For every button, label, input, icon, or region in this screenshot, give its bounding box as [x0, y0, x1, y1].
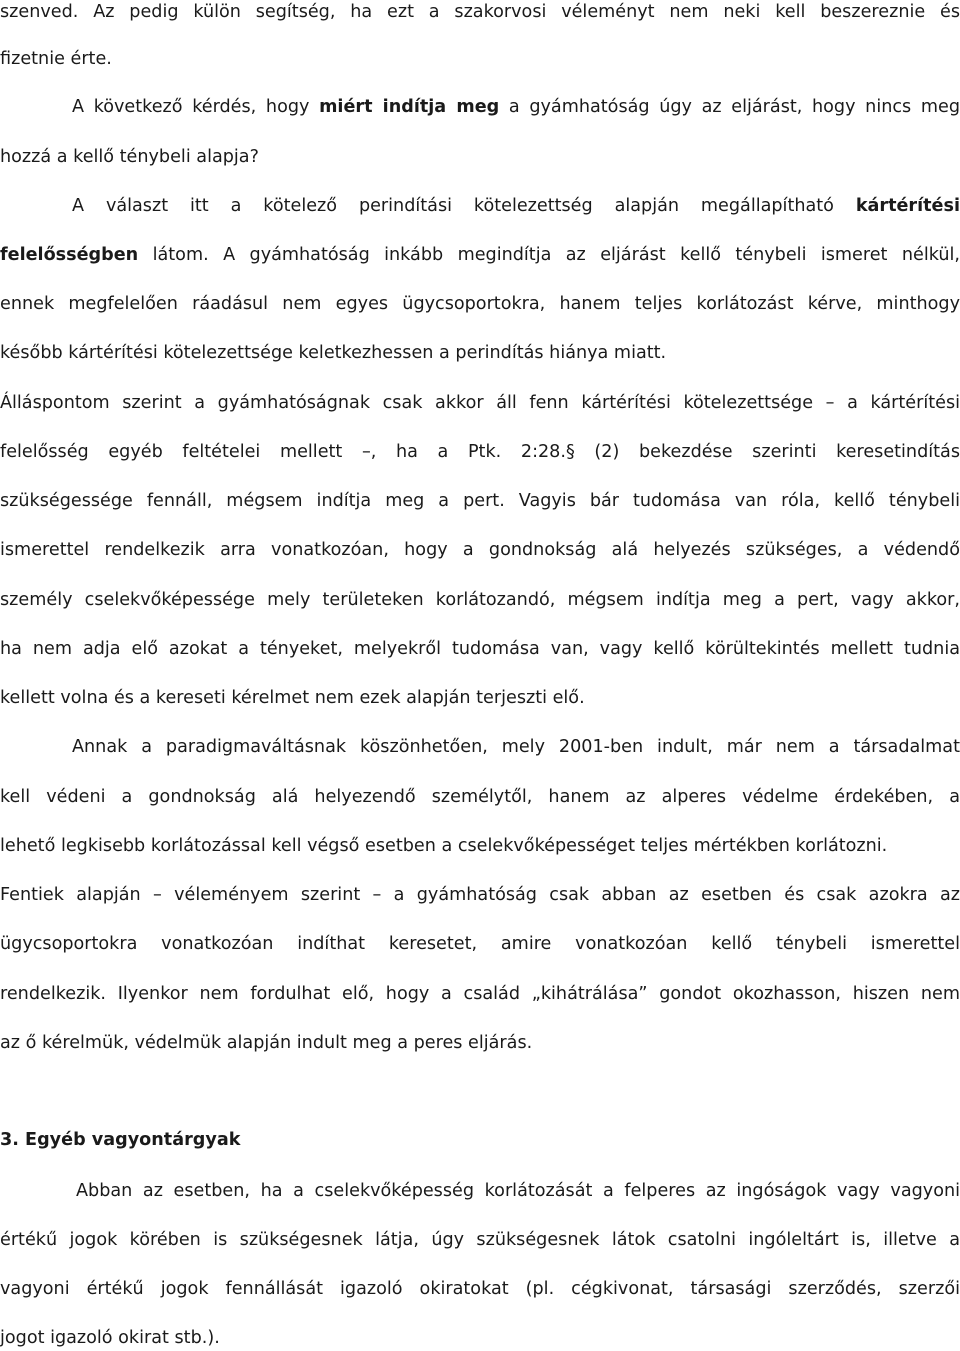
text-line	[0, 243, 960, 267]
text-run: ha nem adja elő azokat a tényeket, melyekről tudomása van, vagy kellő körültekintés mellett tudnia	[0, 639, 960, 659]
text-line	[0, 47, 960, 71]
text-run: vagyoni értékű jogok fennállását igazoló okiratokat (pl. cégkivonat, társasági szerződés, szerzői	[0, 1279, 960, 1299]
text-line	[0, 538, 960, 562]
text-line	[0, 982, 960, 1006]
text-run: rendelkezik. Ilyenkor nem fordulhat elő, hogy a család „kihátrálása” gondot okozhasson, hiszen nem	[0, 984, 960, 1004]
text-line	[0, 0, 960, 24]
text-run: az ő kérelmük, védelmük alapján indult meg a peres eljárás.	[0, 1033, 533, 1053]
text-line	[0, 1326, 960, 1350]
text-line	[0, 834, 960, 858]
text-run: Álláspontom szerint a gyámhatóságnak csak akkor áll fenn kártérítési kötelezettsége – a kártérítési	[0, 393, 960, 413]
text-run: A következő kérdés, hogy	[72, 97, 320, 117]
text-line	[0, 489, 960, 513]
text-line	[0, 440, 960, 464]
text-run: látom. A gyámhatóság inkább megindítja az eljárást kellő ténybeli ismeret nélkül,	[138, 245, 960, 265]
text-line	[0, 145, 960, 169]
text-run: kell védeni a gondnokság alá helyezendő személytől, hanem az alperes védelme érdekében, a	[0, 787, 960, 807]
text-run: értékű jogok körében is szükségesnek látja, úgy szükségesnek látok csatolni ingóleltárt is, illetve a	[0, 1230, 960, 1250]
text-run: szenved. Az pedig külön segítség, ha ezt a szakorvosi véleményt nem neki kell beszereznie és	[0, 2, 960, 22]
text-run: később kártérítési kötelezettsége keletkezhessen a perindítás hiánya miatt.	[0, 343, 667, 363]
text-line	[0, 341, 960, 365]
text-run: ügycsoportokra vonatkozóan indíthat keresetet, amire vonatkozóan kellő ténybeli ismerettel	[0, 934, 960, 954]
text-line	[0, 292, 960, 316]
text-line	[0, 1228, 960, 1252]
text-line	[0, 1031, 960, 1055]
text-line	[0, 686, 960, 710]
bold-text: 3. Egyéb vagyontárgyak	[0, 1130, 241, 1150]
text-line	[0, 785, 960, 809]
text-line	[0, 588, 960, 612]
text-run: fizetnie érte.	[0, 49, 112, 69]
text-run: személy cselekvőképessége mely területeken korlátozandó, mégsem indítja meg a pert, vagy akkor,	[0, 590, 960, 610]
text-line	[0, 95, 960, 119]
text-run: Abban az esetben, ha a cselekvőképesség korlátozását a felperes az ingóságok vagy vagyoni	[76, 1181, 960, 1201]
text-line	[0, 194, 960, 218]
text-line	[0, 932, 960, 956]
text-run: Annak a paradigmaváltásnak köszönhetően, mely 2001-ben indult, már nem a társadalmat	[72, 737, 960, 757]
text-line	[0, 1277, 960, 1301]
section-heading	[0, 1128, 960, 1152]
text-run: felelősség egyéb feltételei mellett –, ha a Ptk. 2:28.§ (2) bekezdése szerinti keresetindítás	[0, 442, 960, 462]
text-run: szükségessége fennáll, mégsem indítja meg a pert. Vagyis bár tudomása van róla, kellő ténybeli	[0, 491, 960, 511]
text-line	[0, 1179, 960, 1203]
text-run: lehető legkisebb korlátozással kell végső esetben a cselekvőképességet teljes mértékben korlátozni.	[0, 836, 888, 856]
bold-text: miért indítja meg	[319, 97, 500, 117]
text-run: a gyámhatóság úgy az eljárást, hogy nincs meg	[499, 97, 960, 117]
text-run: ennek megfelelően ráadásul nem egyes ügycsoportokra, hanem teljes korlátozást kérve, minthogy	[0, 294, 960, 314]
bold-text: felelősségben	[0, 245, 139, 265]
text-run: jogot igazoló okirat stb.).	[0, 1328, 220, 1348]
text-run: kellett volna és a kereseti kérelmet nem ezek alapján terjeszti elő.	[0, 688, 585, 708]
text-line	[0, 637, 960, 661]
bold-text: kártérítési	[855, 196, 960, 216]
text-run: A választ itt a kötelező perindítási kötelezettség alapján megállapítható	[72, 196, 856, 216]
text-run: Fentiek alapján – véleményem szerint – a gyámhatóság csak abban az esetben és csak azokra az	[0, 885, 960, 905]
text-run: ismerettel rendelkezik arra vonatkozóan, hogy a gondnokság alá helyezés szükséges, a védendő	[0, 540, 960, 560]
text-line	[0, 391, 960, 415]
text-run: hozzá a kellő ténybeli alapja?	[0, 147, 259, 167]
text-line	[0, 735, 960, 759]
text-line	[0, 883, 960, 907]
